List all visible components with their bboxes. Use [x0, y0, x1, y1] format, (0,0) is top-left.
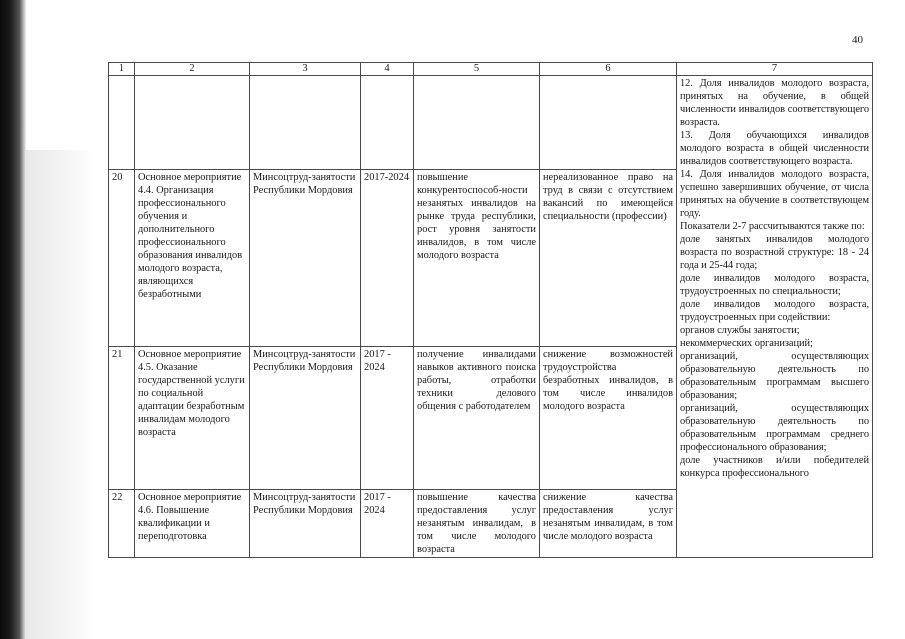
executor-cell: Минсоцтруд-занятости Республики Мордовия [250, 347, 361, 490]
executor-cell: Минсоцтруд-занятости Республики Мордовия [250, 490, 361, 558]
header-cell: 5 [414, 63, 540, 76]
header-cell: 3 [250, 63, 361, 76]
table-row-continuation [109, 76, 873, 170]
indicator-item: доле занятых инвалидов молодого возраста по возрастной структуре: 18 - 24 года и 25-44 года; [680, 234, 869, 271]
empty-cell [135, 76, 250, 170]
indicator-item: 13. Доля обучающихся инвалидов молодого возраста в общей численности инвалидов соответствующего возраста. [680, 130, 869, 167]
scan-edge-shadow [0, 0, 26, 639]
indicator-item: некоммерческих организаций; [680, 338, 813, 349]
activity-cell: Основное мероприятие 4.4. Организация профессионального обучения и дополнительного профессионального образования инвалидов молодого возраста, являющихся безработными [135, 170, 250, 347]
result-cell: повышение качества предоставления услуг незанятым инвалидам, в том числе молодого возраста [414, 490, 540, 558]
period-cell: 2017 - 2024 [361, 347, 414, 490]
indicator-item: 12. Доля инвалидов молодого возраста, принятых на обучение, в общей численности инвалидов соответствующего возраста. [680, 78, 869, 128]
header-row [109, 63, 873, 76]
header-cell: 1 [109, 63, 135, 76]
empty-cell [250, 76, 361, 170]
header-cell: 6 [540, 63, 677, 76]
empty-cell [414, 76, 540, 170]
header-cell: 7 [677, 63, 873, 76]
result-cell: получение инвалидами навыков активного поиска работы, отработки техники делового общения с работодателем [414, 347, 540, 490]
indicator-item: организаций, осуществляющих образовательную деятельность по образовательным программам среднего профессионального образования; [680, 403, 869, 453]
activity-cell: Основное мероприятие 4.6. Повышение квалификации и переподготовка [135, 490, 250, 558]
consequence-cell: нереализованное право на труд в связи с отсутствием вакансий по имеющейся специальности (профессии) [540, 170, 677, 347]
row-number: 21 [109, 347, 135, 490]
indicator-item: организаций, осуществляющих образовательную деятельность по образовательным программам высшего образования; [680, 351, 869, 401]
indicator-item: доле инвалидов молодого возраста, трудоустроенных при содействии: [680, 299, 869, 323]
executor-cell: Минсоцтруд-занятости Республики Мордовия [250, 170, 361, 347]
activity-cell: Основное мероприятие 4.5. Оказание государственной услуги по социальной адаптации безработным инвалидам молодого возраста [135, 347, 250, 490]
indicator-item: органов службы занятости; [680, 325, 800, 336]
indicator-item: 14. Доля инвалидов молодого возраста, успешно завершивших обучение, от числа принятых на обучение в соответствующем году. [680, 169, 869, 219]
program-table [108, 62, 873, 558]
empty-cell [109, 76, 135, 170]
page-number: 40 [852, 34, 863, 46]
indicator-item: доле участников и/или победителей конкурса профессионального [680, 455, 869, 479]
indicators-cell [677, 76, 873, 558]
header-cell: 4 [361, 63, 414, 76]
row-number: 20 [109, 170, 135, 347]
result-cell: повышение конкурентоспособ-ности незанятых инвалидов на рынке труда республики, рост уровня занятости инвалидов, в том числе молодого возраста [414, 170, 540, 347]
empty-cell [540, 76, 677, 170]
scan-gray-band [26, 150, 96, 639]
consequence-cell: снижение возможностей трудоустройства безработных инвалидов, в том числе инвалидов молодого возраста [540, 347, 677, 490]
period-cell: 2017 - 2024 [361, 490, 414, 558]
indicator-item: доле инвалидов молодого возраста, трудоустроенных по специальности; [680, 273, 869, 297]
period-cell: 2017-2024 [361, 170, 414, 347]
consequence-cell: снижение качества предоставления услуг незанятым инвалидам, в том числе молодого возраста [540, 490, 677, 558]
empty-cell [361, 76, 414, 170]
row-number: 22 [109, 490, 135, 558]
indicator-item: Показатели 2-7 рассчитываются также по: [680, 221, 865, 232]
header-cell: 2 [135, 63, 250, 76]
